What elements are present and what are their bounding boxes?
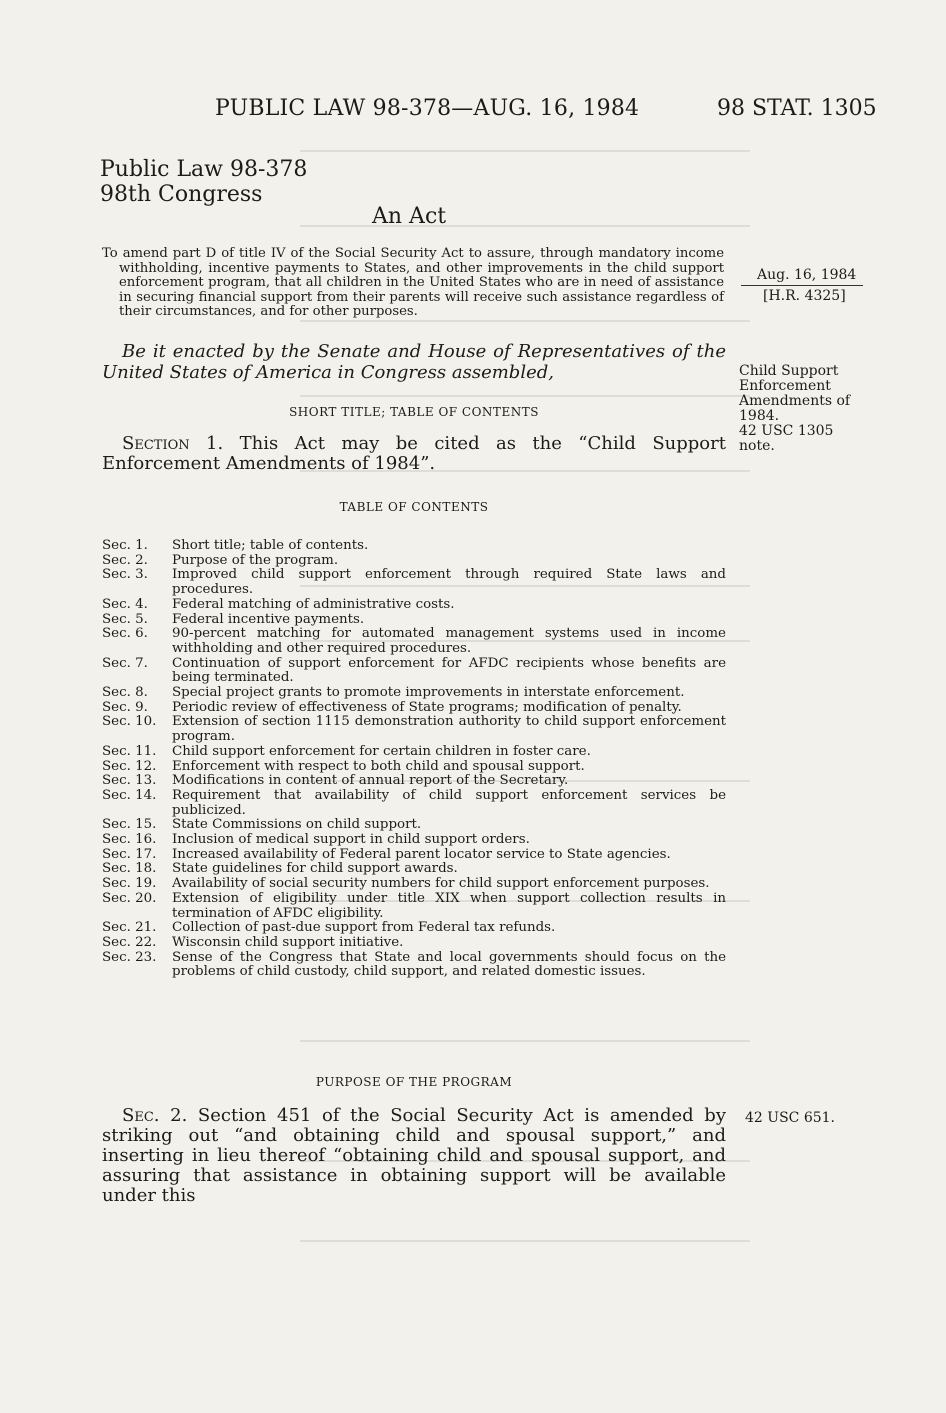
toc-entry — [102, 627, 726, 656]
toc-entry-number: Sec. 11. — [102, 743, 157, 759]
toc-entry-number: Sec. 19. — [102, 876, 157, 892]
toc-entry-text: Wisconsin child support initiative. — [172, 934, 404, 950]
toc-entry — [102, 701, 726, 716]
short-title-heading: SHORT TITLE; TABLE OF CONTENTS — [289, 405, 539, 419]
margin-note-short-title — [739, 364, 869, 454]
toc-entry-text: Increased availability of Federal parent locator service to State agencies. — [172, 846, 671, 862]
margin-bill-number: [H.R. 4325] — [763, 288, 846, 304]
toc-entry-number: Sec. 1. — [102, 538, 148, 553]
toc-entry-text: State Commissions on child support. — [172, 817, 422, 833]
stat-page-number: 98 STAT. 1305 — [717, 96, 877, 121]
toc-entry — [102, 539, 726, 554]
toc-entry-text: Requirement that availability of child support enforcement services be publicized. — [172, 787, 726, 818]
margin-divider — [741, 285, 863, 286]
toc-entry — [102, 936, 726, 951]
toc-entry — [102, 657, 726, 686]
section-1 — [102, 434, 726, 474]
toc-entry — [102, 568, 726, 597]
toc-entry-number: Sec. 7. — [102, 655, 148, 671]
long-title — [102, 247, 724, 320]
table-of-contents — [102, 539, 726, 980]
toc-entry — [102, 774, 726, 789]
toc-entry-number: Sec. 9. — [102, 699, 148, 715]
toc-entry-number: Sec. 10. — [102, 714, 157, 730]
margin-date: Aug. 16, 1984 — [757, 267, 857, 283]
section-2-label: Sec. — [122, 1105, 160, 1126]
toc-entry — [102, 715, 726, 744]
enacting-clause-text: Be it enacted by the Senate and House of Representatives of the United States of America in Congress assembled, — [102, 341, 726, 383]
act-title: An Act — [372, 204, 447, 229]
toc-entry-text: Enforcement with respect to both child and spousal support. — [172, 758, 585, 774]
toc-entry-text: State guidelines for child support awards. — [172, 861, 458, 877]
toc-entry-number: Sec. 12. — [102, 758, 157, 774]
toc-entry-text: Extension of eligibility under title XIX when support collection results in termination of AFDC eligibility. — [172, 890, 726, 921]
toc-entry-number: Sec. 16. — [102, 832, 157, 848]
toc-entry-text: Modifications in content of annual report of the Secretary. — [172, 773, 569, 789]
toc-entry — [102, 892, 726, 921]
toc-entry-text: Purpose of the program. — [172, 552, 339, 568]
toc-entry-number: Sec. 17. — [102, 846, 157, 862]
toc-entry — [102, 789, 726, 818]
margin-usc-1305: 42 USC 1305 note. — [739, 423, 834, 454]
toc-entry-number: Sec. 6. — [102, 626, 148, 642]
section-2 — [102, 1106, 726, 1206]
purpose-heading: PURPOSE OF THE PROGRAM — [315, 1075, 513, 1089]
toc-entry-number: Sec. 18. — [102, 861, 157, 877]
toc-entry-text: Special project grants to promote improvements in interstate enforcement. — [172, 685, 685, 701]
toc-entry — [102, 818, 726, 833]
margin-short-title-note: Child Support Enforcement Amendments of 1984. — [739, 363, 851, 424]
toc-entry-text: Federal matching of administrative costs. — [172, 596, 455, 612]
toc-entry — [102, 745, 726, 760]
toc-entry — [102, 921, 726, 936]
toc-entry-number: Sec. 3. — [102, 567, 148, 583]
toc-entry — [102, 598, 726, 613]
toc-entry-text: Federal incentive payments. — [172, 611, 365, 627]
toc-entry-text: Continuation of support enforcement for AFDC recipients whose benefits are being terminated. — [172, 655, 726, 686]
toc-entry-text: Periodic review of effectiveness of State programs; modification of penalty. — [172, 699, 682, 715]
congress-number: 98th Congress — [100, 182, 263, 207]
toc-entry — [102, 760, 726, 775]
toc-entry-text: 90-percent matching for automated management systems used in income withholding and other required procedures. — [172, 626, 726, 656]
section-1-text: 1. This Act may be cited as the “Child Support Enforcement Amendments of 1984”. — [102, 433, 726, 474]
toc-entry-number: Sec. 23. — [102, 949, 157, 965]
toc-entry-number: Sec. 22. — [102, 934, 157, 950]
toc-entry — [102, 951, 726, 980]
toc-entry — [102, 848, 726, 863]
toc-entry-number: Sec. 20. — [102, 890, 157, 906]
toc-entry — [102, 613, 726, 628]
toc-entry-text: Improved child support enforcement through required State laws and procedures. — [172, 567, 726, 598]
running-head: PUBLIC LAW 98-378—AUG. 16, 1984 — [215, 96, 640, 121]
toc-entry-number: Sec. 4. — [102, 596, 148, 612]
toc-entry — [102, 686, 726, 701]
law-identifier — [100, 157, 307, 207]
toc-entry — [102, 554, 726, 569]
toc-entry — [102, 833, 726, 848]
enacting-clause — [102, 341, 726, 383]
section-1-label: Section — [122, 433, 190, 454]
toc-entry-number: Sec. 8. — [102, 685, 148, 701]
toc-entry-number: Sec. 14. — [102, 787, 157, 803]
public-law-number: Public Law 98-378 — [100, 157, 308, 182]
section-2-text: 2. Section 451 of the Social Security Act is amended by striking out “and obtaining child and spousal support,” and inserting in lieu thereof “obtaining child and spousal support, and assuring that assistance in obtaining support will be available under this — [102, 1105, 726, 1206]
toc-entry-number: Sec. 15. — [102, 817, 157, 833]
toc-entry-text: Extension of section 1115 demonstration authority to child support enforcement program. — [172, 714, 726, 745]
toc-entry-text: Short title; table of contents. — [172, 538, 369, 553]
toc-entry-number: Sec. 21. — [102, 920, 157, 936]
toc-entry-number: Sec. 2. — [102, 552, 148, 568]
toc-entry — [102, 862, 726, 877]
toc-entry-number: Sec. 5. — [102, 611, 148, 627]
toc-entry — [102, 877, 726, 892]
long-title-text: To amend part D of title IV of the Social Security Act to assure, through mandatory income withholding, incentive payments to States, and other improvements in the child support enforcement program, that all children in the United States who are in need of assistance in securing financial support from their parents will receive such assistance regardless of their circumstances, and for other purposes. — [102, 246, 724, 320]
toc-entry-text: Inclusion of medical support in child support orders. — [172, 832, 530, 848]
toc-entry-text: Child support enforcement for certain children in foster care. — [172, 743, 591, 759]
toc-heading: TABLE OF CONTENTS — [339, 500, 489, 514]
toc-entry-number: Sec. 13. — [102, 773, 157, 789]
margin-usc-651: 42 USC 651. — [745, 1110, 835, 1126]
toc-entry-text: Availability of social security numbers for child support enforcement purposes. — [172, 876, 710, 892]
toc-entry-text: Collection of past-due support from Federal tax refunds. — [172, 920, 556, 936]
toc-entry-text: Sense of the Congress that State and local governments should focus on the problems of child custody, child support, and related domestic issues. — [172, 949, 726, 980]
